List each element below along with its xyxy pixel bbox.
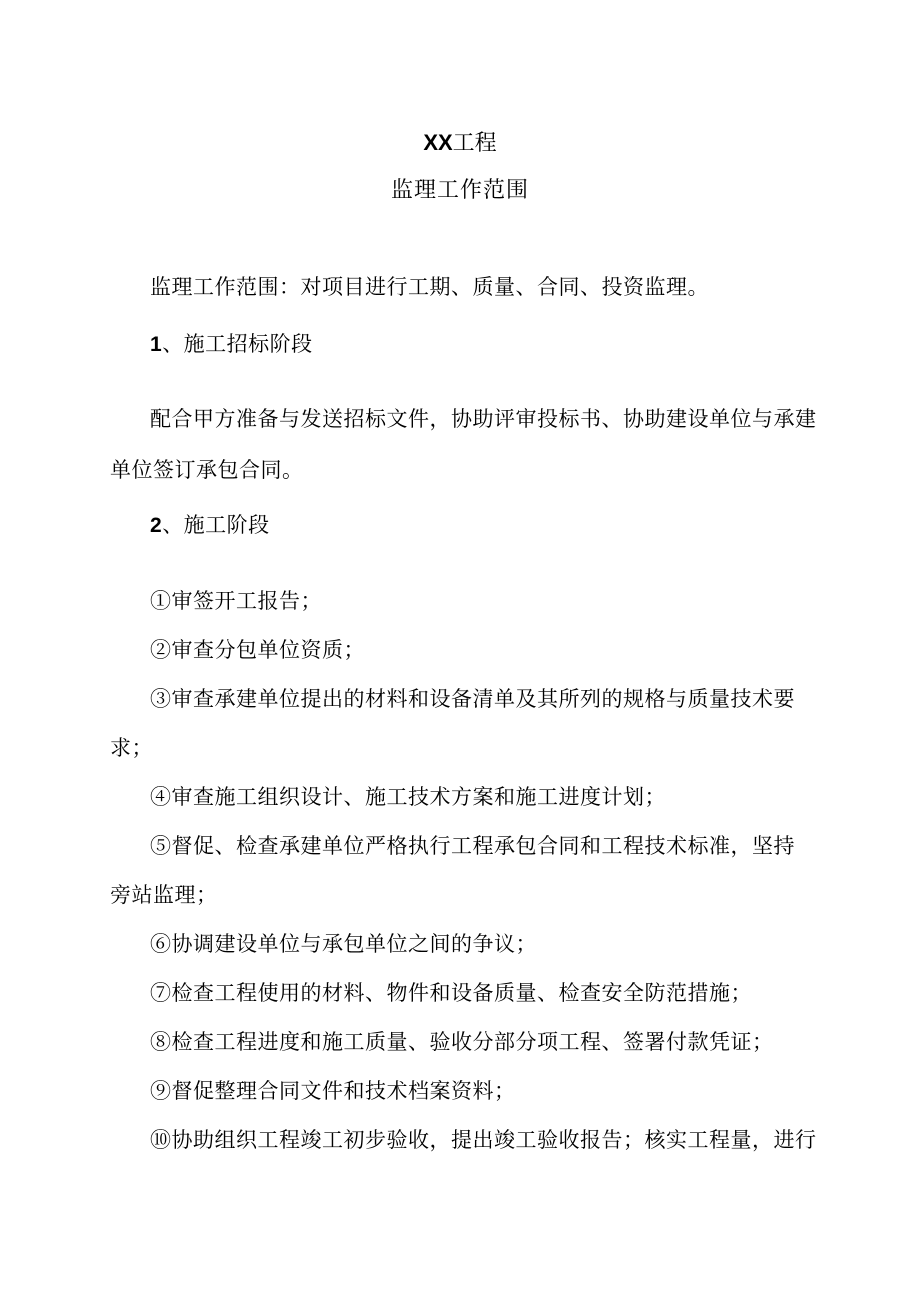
list-item: ①审签开工报告； [150, 589, 322, 613]
list-item: ⑨督促整理合同文件和技术档案资料； [150, 1079, 516, 1103]
section1-body-line1: 配合甲方准备与发送招标文件，协助评审投标书、协助建设单位与承建 [150, 407, 817, 431]
document-subtitle: 监理工作范围 [390, 178, 529, 203]
list-item: ②审查分包单位资质； [150, 638, 365, 662]
list-item: ③审查承建单位提出的材料和设备清单及其所列的规格与质量技术要 [150, 687, 795, 711]
list-item: ⑧检查工程进度和施工质量、验收分部分项工程、签署付款凭证； [150, 1030, 774, 1054]
title-prefix: XX [423, 130, 453, 155]
intro-paragraph: 监理工作范围：对项目进行工期、质量、合同、投资监理。 [150, 275, 709, 299]
list-item-continuation: 旁站监理； [110, 883, 218, 907]
section2-title: 、施工阶段 [162, 513, 270, 537]
list-item: ⑦检查工程使用的材料、物件和设备质量、检查安全防范措施； [150, 981, 752, 1005]
list-item: ④审查施工组织设计、施工技术方案和施工进度计划； [150, 785, 666, 809]
title-suffix: 工程 [452, 131, 497, 156]
section1-body-line2: 单位签订承包合同。 [110, 458, 304, 482]
section1-number: 1 [150, 333, 163, 356]
list-item: ⑤督促、检查承建单位严格执行工程承包合同和工程技术标准，坚持 [150, 834, 795, 858]
list-item-continuation: 求； [110, 736, 153, 760]
section1-heading [150, 329, 313, 360]
section1-title: 、施工招标阶段 [162, 332, 313, 356]
document-title [0, 128, 920, 159]
section2-number: 2 [150, 514, 163, 537]
list-item: ⑩协助组织工程竣工初步验收，提出竣工验收报告；核实工程量，进行 [150, 1128, 817, 1152]
list-item: ⑥协调建设单位与承包单位之间的争议； [150, 932, 537, 956]
section2-heading [150, 510, 270, 541]
